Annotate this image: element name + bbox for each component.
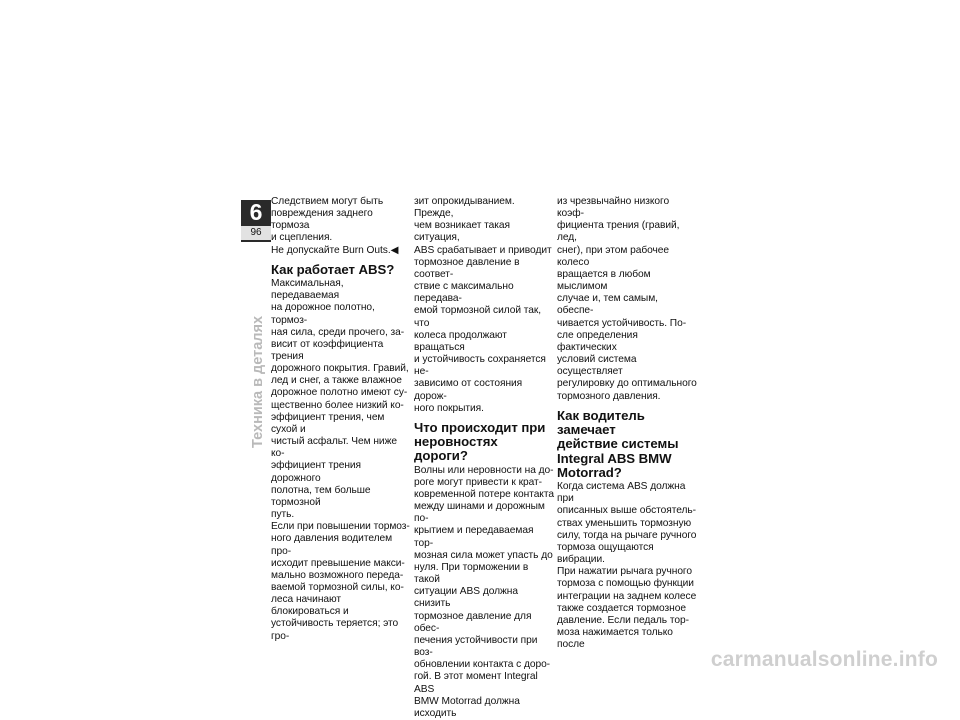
paragraph: Если при повышении тормоз- ного давления водителем про- исходит превышение макси- мально возможного переда- ваемой тормозной силы, ко- леса начинают блокироваться и устойчивость теряется; это гро- <box>271 521 410 642</box>
chapter-number: 6 <box>249 199 263 225</box>
paragraph: Следствием могут быть повреждения заднего тормоза и сцепления. <box>271 196 384 244</box>
page-number: 96 <box>241 226 271 240</box>
text-column-3 <box>557 196 697 651</box>
chapter-title-vertical: Техника в деталях <box>250 315 266 448</box>
watermark: carmanualsonline.info <box>710 648 938 671</box>
chapter-badge <box>241 200 271 242</box>
section-heading-road-bumps: Что происходит при неровностях дороги? <box>414 419 546 464</box>
section-heading-abs: Как работает ABS? <box>271 261 395 277</box>
text-column-1 <box>271 196 411 643</box>
paragraph: из чрезвычайно низкого коэф- фициента трения (гравий, лед, снег), при этом рабочее колесо вращается в любом мыслимом случае и, тем самым, обеспе- чивается устойчивость. По- сле определения фактических условий система осуществляет регулировку до оптимального тормозного давления. <box>557 196 697 402</box>
paragraph: зит опрокидыванием. Прежде, чем возникает такая ситуация, ABS срабатывает и приводит тормозное давление в соответ- ствие с максимально передава- емой тормозной силой так, что колеса продолжают вращаться и устойчивость сохраняется не- зависимо от состояния дорож- ного покрытия. <box>414 196 552 414</box>
paragraph: Волны или неровности на до- роге могут привести к крат- ковременной потере контакта между шинами и дорожным по- крытием и передаваемая тор- мозная сила может упасть до нуля. При торможении в такой ситуации ABS должна снизить тормозное давление для обес- печения устойчивости при воз- обновлении контакта с доро- гой. В этот момент Integral ABS BMW Motorrad должна исходить <box>414 464 554 719</box>
paragraph: Когда система ABS должна при описанных выше обстоятель- ствах уменьшить тормозную силу, тогда на рычаге ручного тормоза ощущаются вибрации. При нажатии рычага ручного тормоза с помощью функции интеграции на заднем колесе также создается тормозное давление. Если педаль тор- моза нажимается только после <box>557 481 697 651</box>
section-heading-driver-notice: Как водитель замечает действие системы Integral ABS BMW Motorrad? <box>557 407 679 480</box>
text-column-2 <box>414 196 554 720</box>
paragraph: Максимальная, передаваемая на дорожное полотно, тормоз- ная сила, среди прочего, за- висит от коэффициента трения дорожного покрытия. Гравий, лед и снег, а также влажное дорожное полотно имеют су- щественно более низкий ко- эффициент трения, чем сухой и чистый асфальт. Чем ниже ко- эффициент трения дорожного полотна, тем больше тормозной путь. <box>271 278 409 521</box>
warning-note: Не допускайте Burn Outs.◀ <box>271 244 399 256</box>
